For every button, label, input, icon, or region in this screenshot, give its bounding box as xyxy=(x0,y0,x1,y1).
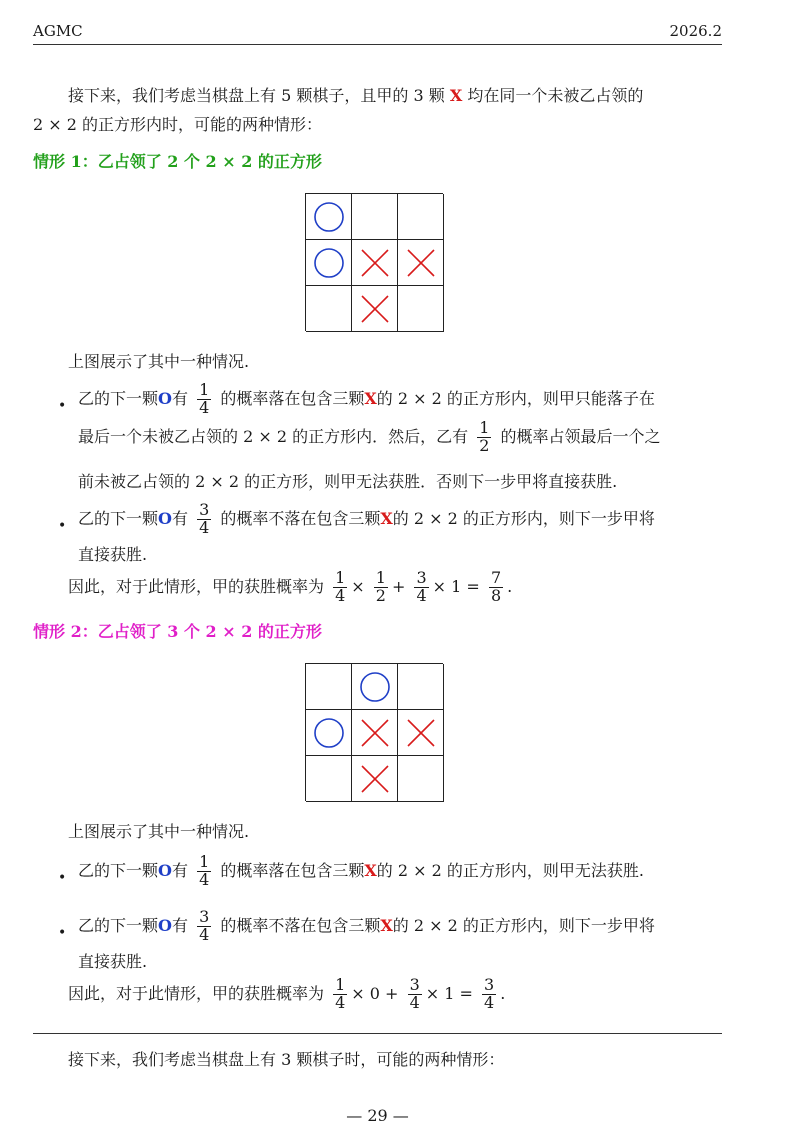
numerator: 1 xyxy=(335,975,346,994)
denominator: 4 xyxy=(335,585,346,605)
fraction xyxy=(408,977,422,1012)
case2-title: 情形 2：乙占领了 3 个 2 × 2 的正方形 xyxy=(33,622,322,641)
text: 的概率占领最后一个之 xyxy=(500,426,661,446)
fraction xyxy=(197,502,211,537)
text: 有 xyxy=(171,388,188,408)
board-cell xyxy=(306,756,352,802)
numerator: 3 xyxy=(199,907,210,926)
numerator: 3 xyxy=(409,975,420,994)
numerator: 1 xyxy=(335,568,346,587)
case1-title: 情形 1：乙占领了 2 个 2 × 2 的正方形 xyxy=(33,152,322,171)
board-cell xyxy=(306,710,352,756)
operator: + xyxy=(391,576,406,596)
numerator: 1 xyxy=(479,418,490,437)
text: 的概率不落在包含三颗 xyxy=(220,915,381,935)
text: 的概率落在包含三颗 xyxy=(220,860,365,880)
board-cell xyxy=(398,194,444,240)
bullet-marker: • xyxy=(58,870,67,886)
o-piece xyxy=(312,200,346,234)
fraction xyxy=(197,854,211,889)
denominator: 4 xyxy=(199,517,210,537)
intro-line-1 xyxy=(68,86,643,105)
numerator: 1 xyxy=(375,568,386,587)
intro-text-b: 均在同一个未被乙占领的 xyxy=(467,86,644,105)
board-cell xyxy=(306,286,352,332)
case2-caption: 上图展示了其中一种情况. xyxy=(68,822,250,841)
text: 的 2 × 2 的正方形内，则下一步甲将 xyxy=(392,508,655,528)
x-mark: X xyxy=(449,86,463,105)
header-right: 2026.2 xyxy=(669,22,722,40)
fraction xyxy=(482,977,496,1012)
intro-text-a: 接下来，我们考虑当棋盘上有 5 颗棋子，且甲的 3 颗 xyxy=(68,86,445,105)
x-mark: X xyxy=(380,915,393,935)
case1-bullet1-line1 xyxy=(78,382,655,417)
board-cell xyxy=(352,240,398,286)
text: 有 xyxy=(171,508,188,528)
denominator: 2 xyxy=(479,435,490,455)
board-cell xyxy=(306,664,352,710)
board-cell xyxy=(306,194,352,240)
o-mark: O xyxy=(158,388,172,408)
header-left: AGMC xyxy=(33,22,83,40)
x-piece xyxy=(404,246,438,280)
numerator: 7 xyxy=(490,568,502,587)
fraction xyxy=(197,909,211,944)
denominator: 4 xyxy=(335,992,346,1012)
fraction xyxy=(414,570,428,605)
text: 的概率落在包含三颗 xyxy=(220,388,365,408)
fraction xyxy=(374,570,388,605)
denominator: 4 xyxy=(416,585,427,605)
board-cell xyxy=(398,710,444,756)
denominator: 4 xyxy=(199,869,210,889)
denominator: 2 xyxy=(375,585,386,605)
page-number: — 29 — xyxy=(346,1106,409,1125)
board-cell xyxy=(398,756,444,802)
o-piece xyxy=(312,246,346,280)
numerator: 3 xyxy=(484,975,495,994)
board-cell xyxy=(398,286,444,332)
case2-bullet2-line1 xyxy=(78,909,655,944)
x-piece xyxy=(358,716,392,750)
denominator: 4 xyxy=(484,992,495,1012)
x-piece xyxy=(358,246,392,280)
header-rule xyxy=(33,44,722,45)
operator: × 0 + xyxy=(351,983,399,1003)
o-mark: O xyxy=(158,860,172,880)
outro-text: 接下来，我们考虑当棋盘上有 3 颗棋子时，可能的两种情形： xyxy=(68,1050,505,1069)
case1-bullet1-line3: 前未被乙占领的 2 × 2 的正方形，则甲无法获胜．否则下一步甲将直接获胜. xyxy=(78,472,618,491)
fraction xyxy=(477,420,491,455)
denominator: 8 xyxy=(490,585,502,605)
text: 有 xyxy=(171,915,188,935)
fraction xyxy=(333,977,347,1012)
x-piece xyxy=(358,762,392,796)
case1-bullet1-line2 xyxy=(78,420,661,455)
case2-conclusion xyxy=(68,977,505,1012)
text: . xyxy=(507,576,513,596)
bullet-marker: • xyxy=(58,518,67,534)
intro-line-2: 2 × 2 的正方形内时，可能的两种情形： xyxy=(33,115,323,134)
denominator: 4 xyxy=(199,397,210,417)
board-cell xyxy=(306,240,352,286)
x-piece xyxy=(404,716,438,750)
case1-board xyxy=(305,193,443,331)
x-mark: X xyxy=(364,860,377,880)
text: 因此，对于此情形，甲的获胜概率为 xyxy=(68,576,325,596)
board-cell xyxy=(352,194,398,240)
case1-bullet2-line1 xyxy=(78,502,655,537)
bullet-marker: • xyxy=(58,398,67,414)
o-mark: O xyxy=(158,915,172,935)
case2-bullet1-line1 xyxy=(78,854,644,889)
numerator: 3 xyxy=(199,500,210,519)
denominator: 4 xyxy=(409,992,420,1012)
bullet-marker: • xyxy=(58,925,67,941)
case1-bullet2-line2: 直接获胜. xyxy=(78,545,148,564)
text: 的 2 × 2 的正方形内，则甲只能落子在 xyxy=(376,388,655,408)
text: 乙的下一颗 xyxy=(78,860,159,880)
section-rule xyxy=(33,1033,722,1034)
text: 的 2 × 2 的正方形内，则甲无法获胜. xyxy=(376,860,644,880)
fraction xyxy=(333,570,347,605)
o-piece xyxy=(312,716,346,750)
board-cell xyxy=(352,710,398,756)
x-piece xyxy=(358,292,392,326)
numerator: 1 xyxy=(199,380,210,399)
case2-bullet2-line2: 直接获胜. xyxy=(78,952,148,971)
board-cell xyxy=(398,664,444,710)
denominator: 4 xyxy=(199,924,210,944)
text: 乙的下一颗 xyxy=(78,388,159,408)
operator: × 1 = xyxy=(432,576,480,596)
fraction xyxy=(489,570,503,605)
board-cell xyxy=(398,240,444,286)
fraction xyxy=(197,382,211,417)
board-cell xyxy=(352,286,398,332)
operator: × xyxy=(351,576,365,596)
board-cell xyxy=(352,664,398,710)
case1-caption: 上图展示了其中一种情况. xyxy=(68,352,250,371)
text: 有 xyxy=(171,860,188,880)
numerator: 1 xyxy=(199,852,210,871)
text: 乙的下一颗 xyxy=(78,508,159,528)
text: . xyxy=(500,983,506,1003)
operator: × 1 = xyxy=(425,983,473,1003)
x-mark: X xyxy=(380,508,393,528)
text: 因此，对于此情形，甲的获胜概率为 xyxy=(68,983,325,1003)
x-mark: X xyxy=(364,388,377,408)
text: 乙的下一颗 xyxy=(78,915,159,935)
text: 最后一个未被乙占领的 2 × 2 的正方形内．然后，乙有 xyxy=(78,426,469,446)
text: 的概率不落在包含三颗 xyxy=(220,508,381,528)
board-cell xyxy=(352,756,398,802)
text: 的 2 × 2 的正方形内，则下一步甲将 xyxy=(392,915,655,935)
case2-board xyxy=(305,663,443,801)
case1-conclusion xyxy=(68,570,512,605)
o-piece xyxy=(358,670,392,704)
numerator: 3 xyxy=(416,568,427,587)
o-mark: O xyxy=(158,508,172,528)
